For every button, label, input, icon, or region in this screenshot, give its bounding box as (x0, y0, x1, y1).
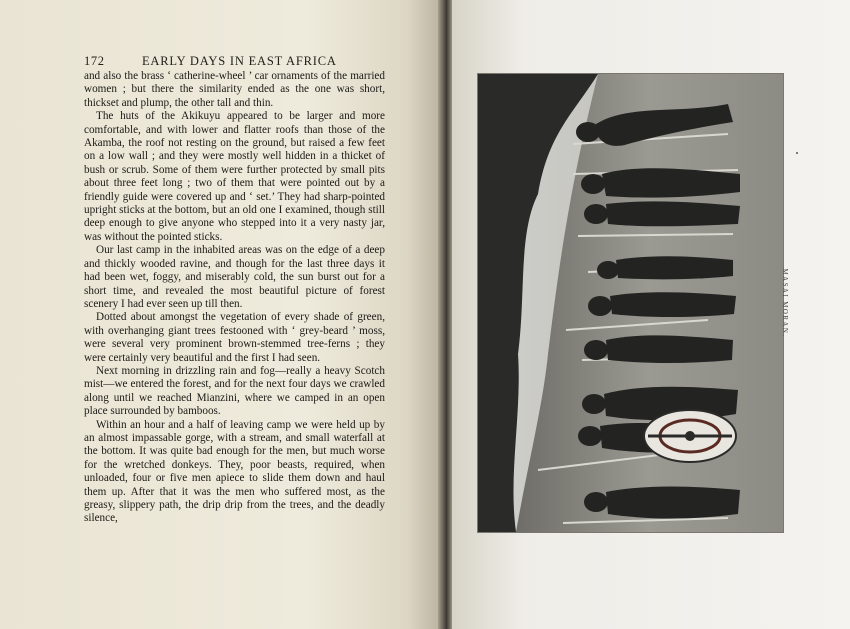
plate-caption-text: MASAI MORAN. (781, 268, 789, 338)
running-title: EARLY DAYS IN EAST AFRICA (142, 54, 337, 68)
body-text (84, 70, 385, 526)
paragraph: Next morning in drizzling rain and fog—really a heavy Scotch mist—we entered the forest, and for the next four days we crawled along until we reached Mianzini, where we camped in an open place surrounded by bamboos. (84, 364, 385, 418)
paragraph: and also the brass ‘ catherine-wheel ’ car ornaments of the married women ; but there the similarity ended as the one was short, thickset and plump, the other tall and thin. (84, 70, 385, 109)
paper-speck (796, 152, 798, 154)
paragraph: Dotted about amongst the vegetation of every shade of green, with overhanging giant trees festooned with ‘ grey-beard ’ moss, were several very prominent brown-stemmed tree-ferns ; they were certainly very beautiful and the first I had seen. (84, 311, 385, 364)
page-number: 172 (84, 54, 105, 68)
paragraph: The huts of the Akikuyu appeared to be larger and more comfortable, and with lower and flatter roofs than those of the Akamba, the roof not resting on the ground, but raised a few feet on a low wall ; and they were mostly well hidden in a thicket of bush or scrub. Some of them were further protected by small pits about three feet long ; two of them that were pointed out by a friendly guide were covered up and ‘ set.’ They had sharp-pointed upright sticks at the bottom, but an old one I examined, though still deep enough to give anyone who stepped into it a very nasty jar, was without the pointed sticks. (84, 110, 385, 243)
photo-illustration (478, 74, 783, 532)
paragraph: Our last camp in the inhabited areas was on the edge of a deep and thickly wooded ravine, and though for the last three days it had been wet, foggy, and miserably cold, the sun burst out for a short time, and revealed the most beautiful picture of forest scenery I had ever seen up till then. (84, 244, 385, 310)
paragraph: Within an hour and a half of leaving camp we were held up by an almost impassable gorge, with a stream, and small waterfall at the bottom. It was quite bad enough for the men, but much worse for the wretched donkeys. They, poor beasts, required, when unloaded, four or five men apiece to slide them down and haul them up. After that it was the men who suffered most, as the greasy, slippery path, the drip drip from the trees, and the deadly silence, (84, 418, 385, 525)
book-gutter (438, 0, 452, 629)
shield-icon (644, 410, 736, 462)
photo-plate (478, 74, 783, 532)
running-head (84, 54, 384, 70)
